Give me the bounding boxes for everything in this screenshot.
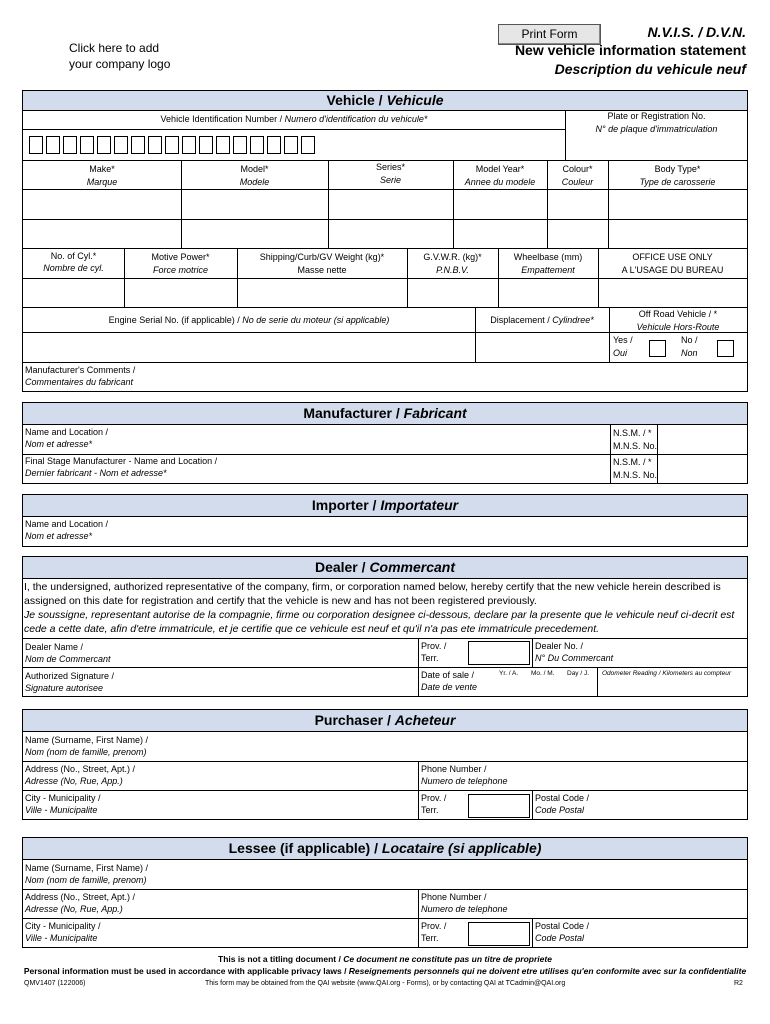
- purchaser-city-label: City - Municipality /: [25, 793, 101, 803]
- make-label: Make*: [89, 164, 115, 174]
- model-label: Model*: [240, 164, 269, 174]
- dealer-no-label-fr: N° Du Commercant: [535, 653, 614, 663]
- weight-label-fr: Masse nette: [297, 265, 347, 275]
- signature-label: Authorized Signature /: [25, 671, 115, 681]
- importer-name-label: Name and Location /: [25, 519, 109, 529]
- dealer-cert-en-1: I, the undersigned, authorized representative of the company, firm, or corporation named below, hereby certify that the new vehicle herein described is: [24, 581, 721, 593]
- model-label-fr: Modele: [239, 177, 270, 187]
- colour-label-fr: Couleur: [561, 177, 594, 187]
- importer-section: [22, 494, 748, 547]
- vin-character-box[interactable]: [284, 136, 298, 154]
- purchaser-phone-label-fr: Numero de telephone: [421, 776, 508, 786]
- vin-character-box[interactable]: [131, 136, 145, 154]
- yes-label: Yes /: [613, 335, 633, 345]
- logo-placeholder-line1[interactable]: Click here to add: [69, 41, 160, 55]
- wheelbase-label: Wheelbase (mm): [513, 252, 583, 262]
- form-obtain-note: This form may be obtained from the QAI website (www.QAI.org - Forms), or by contacting QAI at TCadmin@QAI.org: [205, 980, 566, 987]
- no-label-fr: Non: [681, 348, 698, 358]
- vin-character-box[interactable]: [267, 136, 281, 154]
- lessee-name-label: Name (Surname, First Name) /: [25, 863, 149, 873]
- vin-character-box[interactable]: [29, 136, 43, 154]
- dealer-prov-box[interactable]: [468, 641, 530, 665]
- signature-label-fr: Signature autorisee: [25, 683, 104, 693]
- wheelbase-label-fr: Empattement: [521, 265, 575, 275]
- vin-character-box[interactable]: [165, 136, 179, 154]
- body-type-label: Body Type*: [654, 164, 701, 174]
- cylinders-label: No. of Cyl.*: [50, 251, 97, 261]
- lessee-phone-label: Phone Number /: [421, 892, 487, 902]
- series-label-fr: Serie: [379, 175, 401, 185]
- purchaser-prov-label: Prov. /: [421, 793, 447, 803]
- vin-character-box[interactable]: [301, 136, 315, 154]
- mfr-name-label: Name and Location /: [25, 427, 109, 437]
- dealer-cert-en-2: assigned on this date for registration and certify that the vehicle is new and has not been registered previously.: [24, 595, 537, 607]
- motive-power-label: Motive Power*: [151, 252, 210, 262]
- lessee-header: Lessee (if applicable) / Locataire (si applicable): [23, 838, 747, 860]
- lessee-postal-label: Postal Code /: [535, 921, 590, 931]
- manufacturer-header: Manufacturer / Fabricant: [23, 403, 747, 425]
- footer-titling-note: This is not a titling document / Ce document ne constitute pas un titre de propriete: [218, 954, 552, 964]
- displacement-label: Displacement / Cylindree*: [490, 315, 594, 325]
- vin-character-box[interactable]: [233, 136, 247, 154]
- motive-power-label-fr: Force motrice: [152, 265, 208, 275]
- off-road-label: Off Road Vehicle / *: [638, 309, 718, 319]
- yes-checkbox[interactable]: [649, 340, 666, 357]
- colour-label: Colour*: [562, 164, 593, 174]
- lessee-city-label: City - Municipality /: [25, 921, 101, 931]
- form-code: N.V.I.S. / D.V.N.: [647, 24, 746, 40]
- purchaser-postal-label-fr: Code Postal: [535, 805, 585, 815]
- title-french: Description du vehicule neuf: [554, 61, 746, 77]
- final-mns-label: M.N.S. No.: [613, 470, 658, 480]
- mns-label: M.N.S. No.: [613, 441, 658, 451]
- importer-header: Importer / Importateur: [23, 495, 747, 517]
- yes-label-fr: Oui: [613, 348, 628, 358]
- vin-character-box[interactable]: [114, 136, 128, 154]
- dealer-no-label: Dealer No. /: [535, 641, 584, 651]
- vin-label: Vehicle Identification Number / Numero d'identification du vehicule*: [160, 114, 428, 124]
- lessee-prov-label: Prov. /: [421, 921, 447, 931]
- final-mfr-label-fr: Dernier fabricant - Nom et adresse*: [25, 468, 167, 478]
- vin-character-box[interactable]: [182, 136, 196, 154]
- final-nsm-label: N.S.M. / *: [613, 457, 652, 467]
- vin-character-box[interactable]: [199, 136, 213, 154]
- vin-character-box[interactable]: [148, 136, 162, 154]
- comments-label: Manufacturer's Comments /: [25, 365, 136, 375]
- logo-placeholder-line2[interactable]: your company logo: [69, 57, 171, 71]
- office-use-label-fr: A L'USAGE DU BUREAU: [621, 265, 724, 275]
- lessee-phone-label-fr: Numero de telephone: [421, 904, 508, 914]
- cylinders-label-fr: Nombre de cyl.: [43, 263, 104, 273]
- no-checkbox[interactable]: [717, 340, 734, 357]
- gvwr-label-fr: P.N.B.V.: [436, 265, 469, 275]
- off-road-label-fr: Vehicule Hors-Route: [636, 322, 720, 332]
- final-mfr-label: Final Stage Manufacturer - Name and Location /: [25, 456, 218, 466]
- vehicle-title: Vehicle /: [326, 92, 387, 108]
- lessee-postal-label-fr: Code Postal: [535, 933, 585, 943]
- body-type-label-fr: Type de carosserie: [639, 177, 716, 187]
- vin-character-box[interactable]: [250, 136, 264, 154]
- print-form-button[interactable]: Print Form: [498, 24, 601, 45]
- dealer-cert-fr-2: cede a cette date, afin d'etre immatricule, et je certifie que ce vehicule est neuf et qu'il n'a pas ete immatricule precedement.: [24, 623, 600, 635]
- lessee-city-label-fr: Ville - Municipalite: [25, 933, 98, 943]
- odometer-label: Odometer Reading / Kilometers au compteur: [602, 670, 731, 677]
- series-label: Series*: [375, 162, 405, 172]
- purchaser-phone-label: Phone Number /: [421, 764, 487, 774]
- vin-character-box[interactable]: [46, 136, 60, 154]
- revision: R2: [734, 980, 743, 987]
- mfr-name-label-fr: Nom et adresse*: [25, 439, 93, 449]
- dealer-header: Dealer / Commercant: [23, 557, 747, 579]
- purchaser-address-label-fr: Adresse (No, Rue, App.): [25, 776, 123, 786]
- purchaser-header: Purchaser / Acheteur: [23, 710, 747, 732]
- nsm-label: N.S.M. / *: [613, 428, 652, 438]
- date-of-sale-label-fr: Date de vente: [421, 682, 478, 692]
- vin-character-box[interactable]: [97, 136, 111, 154]
- purchaser-postal-label: Postal Code /: [535, 793, 590, 803]
- dealer-name-label-fr: Nom de Commercant: [25, 654, 111, 664]
- plate-label-fr: N° de plaque d'immatriculation: [595, 124, 718, 134]
- title-english: New vehicle information statement: [514, 42, 746, 58]
- dealer-prov-label: Prov. /: [421, 641, 447, 651]
- day-label: Day / J.: [567, 670, 590, 677]
- model-year-label: Model Year*: [475, 164, 525, 174]
- vin-character-box[interactable]: [80, 136, 94, 154]
- office-use-label: OFFICE USE ONLY: [632, 252, 713, 262]
- engine-serial-label: Engine Serial No. (if applicable) / No de serie du moteur (si applicable): [108, 315, 390, 325]
- vin-character-box[interactable]: [216, 136, 230, 154]
- purchaser-prov-box[interactable]: [468, 794, 530, 818]
- lessee-prov-box[interactable]: [468, 922, 530, 946]
- vehicle-title-fr: Vehicule: [386, 92, 444, 108]
- purchaser-city-label-fr: Ville - Municipalite: [25, 805, 98, 815]
- make-label-fr: Marque: [86, 177, 118, 187]
- date-of-sale-label: Date of sale /: [421, 670, 475, 680]
- dealer-prov-label-fr: Terr.: [421, 653, 439, 663]
- dealer-cert-fr-1: Je soussigne, representant autorise de la compagnie, firme ou corporation designee ci-dessous, declare par la presente que le vehicule neuf ci-decrit est: [24, 609, 735, 621]
- importer-name-label-fr: Nom et adresse*: [25, 531, 93, 541]
- comments-label-fr: Commentaires du fabricant: [25, 377, 134, 387]
- vin-character-box[interactable]: [63, 136, 77, 154]
- lessee-address-label-fr: Adresse (No, Rue, App.): [25, 904, 123, 914]
- footer-privacy-note: Personal information must be used in accordance with applicable privacy laws / Reseignements personnels qui ne doivent etre utilises qu'en conformite avec sur la confidentialite: [23, 966, 747, 976]
- year-label: Yr. / A.: [499, 670, 519, 677]
- lessee-address-label: Address (No., Street, Apt.) /: [25, 892, 136, 902]
- weight-label: Shipping/Curb/GV Weight (kg)*: [259, 252, 385, 262]
- month-label: Mo. / M.: [531, 670, 555, 677]
- purchaser-name-label: Name (Surname, First Name) /: [25, 735, 149, 745]
- dealer-name-label: Dealer Name /: [25, 642, 84, 652]
- plate-label: Plate or Registration No.: [607, 111, 706, 121]
- lessee-prov-label-fr: Terr.: [421, 933, 439, 943]
- purchaser-prov-label-fr: Terr.: [421, 805, 439, 815]
- purchaser-name-label-fr: Nom (nom de famille, prenom): [25, 747, 147, 757]
- no-label: No /: [681, 335, 698, 345]
- purchaser-address-label: Address (No., Street, Apt.) /: [25, 764, 136, 774]
- gvwr-label: G.V.W.R. (kg)*: [423, 252, 482, 262]
- vehicle-section-header: [23, 91, 747, 111]
- model-year-label-fr: Annee du modele: [464, 177, 536, 187]
- form-number: QMV1407 (122006): [24, 980, 86, 987]
- lessee-name-label-fr: Nom (nom de famille, prenom): [25, 875, 147, 885]
